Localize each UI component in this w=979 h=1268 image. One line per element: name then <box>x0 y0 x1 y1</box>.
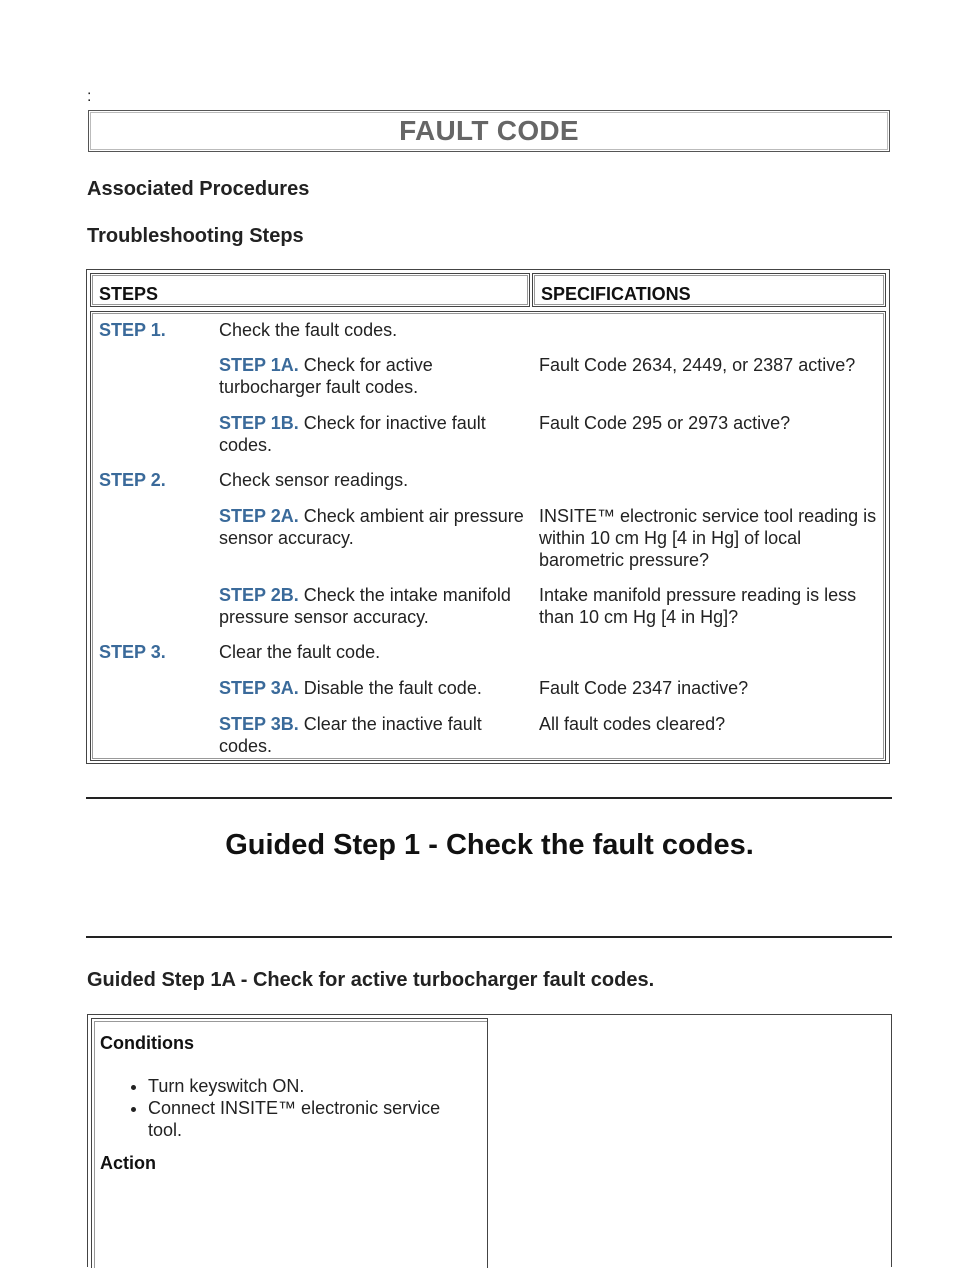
step-1b-text: Check for inactive fault codes. <box>219 413 486 455</box>
divider-2 <box>86 936 892 938</box>
steps-table-body <box>90 311 886 761</box>
step-3b-link[interactable]: STEP 3B <box>219 714 294 734</box>
step-3a-cell: STEP 3A. Disable the fault code. <box>219 678 482 698</box>
step-3a-text: Disable the fault code. <box>298 678 482 698</box>
step-2-text: Check sensor readings. <box>219 470 409 490</box>
step-2a-spec: INSITE™ electronic service tool reading is within 10 cm Hg [4 in Hg] of local barometric pressure? <box>539 506 877 570</box>
step-3a-spec: Fault Code 2347 inactive? <box>539 678 749 698</box>
page-title-box <box>88 110 890 152</box>
conditions-label: Conditions <box>100 1033 194 1053</box>
steps-column-header: STEPS <box>90 273 530 307</box>
step-1a-cell: STEP 1A. Check for active turbocharger fault codes. <box>219 355 433 397</box>
step-3a-link[interactable]: STEP 3A <box>219 678 294 698</box>
associated-procedures-heading[interactable]: Associated Procedures <box>87 178 310 200</box>
step-1a-text: Check for active turbocharger fault codes. <box>219 355 433 397</box>
divider-1 <box>86 797 892 799</box>
step-1-link[interactable]: STEP 1. <box>99 320 166 340</box>
step-2b-link[interactable]: STEP 2B <box>219 585 294 605</box>
step-2b-cell: STEP 2B. Check the intake manifold pressure sensor accuracy. <box>219 585 511 627</box>
step-2a-cell: STEP 2A. Check ambient air pressure sensor accuracy. <box>219 506 524 548</box>
specifications-column-header: SPECIFICATIONS <box>532 273 886 307</box>
step-1b-cell: STEP 1B. Check for inactive fault codes. <box>219 413 486 455</box>
page-title: FAULT CODE <box>399 115 579 146</box>
guided-step-1a-box <box>87 1014 892 1267</box>
step-2a-link[interactable]: STEP 2A <box>219 506 294 526</box>
troubleshooting-steps-heading: Troubleshooting Steps <box>87 225 304 247</box>
leading-colon: : <box>87 88 92 105</box>
step-1b-spec: Fault Code 295 or 2973 active? <box>539 413 791 433</box>
step-2b-text: Check the intake manifold pressure sensor accuracy. <box>219 585 511 627</box>
list-item: • Turn keyswitch ON. <box>148 1075 468 1097</box>
troubleshooting-steps-table <box>86 269 890 764</box>
step-1a-link[interactable]: STEP 1A <box>219 355 294 375</box>
guided-step-1a-heading: Guided Step 1A - Check for active turbocharger fault codes. <box>87 969 655 991</box>
step-2b-spec: Intake manifold pressure reading is less than 10 cm Hg [4 in Hg]? <box>539 585 857 627</box>
step-1-text: Check the fault codes. <box>219 320 398 340</box>
step-2-link[interactable]: STEP 2. <box>99 470 166 490</box>
step-2a-text: Check ambient air pressure sensor accuracy. <box>219 506 524 548</box>
conditions-panel <box>91 1018 488 1268</box>
step-3b-cell: STEP 3B. Clear the inactive fault codes. <box>219 714 482 756</box>
guided-step-1-heading: Guided Step 1 - Check the fault codes. <box>225 829 754 861</box>
step-3-text: Clear the fault code. <box>219 642 381 662</box>
step-3-link[interactable]: STEP 3. <box>99 642 166 662</box>
step-1b-link[interactable]: STEP 1B <box>219 413 294 433</box>
step-1a-spec: Fault Code 2634, 2449, or 2387 active? <box>539 355 856 375</box>
conditions-list <box>100 1075 468 1141</box>
step-3b-text: Clear the inactive fault codes. <box>219 714 482 756</box>
list-item: • Connect INSITE™ electronic service tool. <box>148 1097 468 1141</box>
action-label: Action <box>100 1153 156 1173</box>
step-3b-spec: All fault codes cleared? <box>539 714 726 734</box>
